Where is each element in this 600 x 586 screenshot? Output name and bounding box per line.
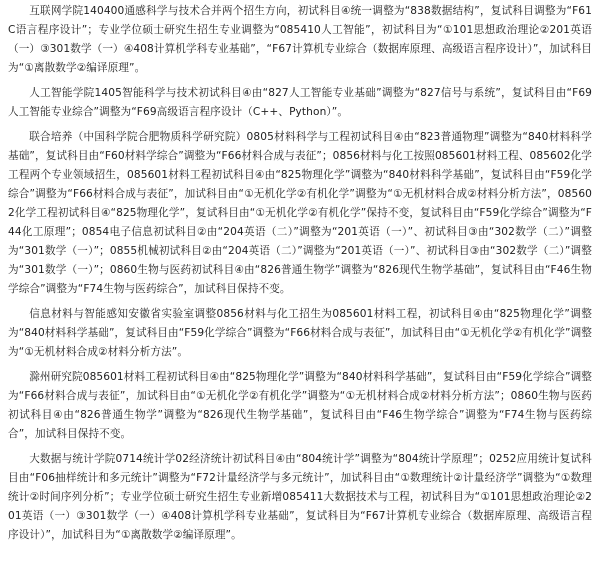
paragraph-joint-training: 联合培养（中国科学院合肥物质科学研究院）0805材料科学与工程初试科目④由“823普通物理”调整为“840材料科学基础”，复试科目由“F60材料学综合”调整为“F66材料合成与表征”；0856材料与化工按照085601材料工程、085602化学工程两个专业领域招生，085601材料工程初试科目④由“825物理化学”调整为“840材料科学基础”，复试科目由“F59化学综合”调整为“F66材料合成与表征”，加试科目由“①无机化学②有机化学”调整为“①无机材料合成②材料分析方法”，085602化学工程初试科目④“825物理化学”，复试科目由“①无机化学②有机化学”保持不变，复试科目由“F59化学综合”调整为“F44化工原理”；0854电子信息初试科目②由“204英语（二）”调整为“201英语（一）”、初试科目③由“302数学（二）”调整为“301数学（一）”；0855机械初试科目②由“204英语（二）”调整为“201英语（一）”、初试科目③由“302数学（二）”调整为“301数学（一）”；0860生物与医药初试科目④由“826普通生物学”调整为“826现代生物学基础”，复试科目由“F46生物学综合”调整为“F74生物与医药综合”，加试科目保持不变。: [8, 131, 592, 295]
paragraph-ai-college: 人工智能学院1405智能科学与技术初试科目④由“827人工智能专业基础”调整为“827信号与系统”，复试科目由“F69人工智能专业综合”调整为“F69高级语言程序设计（C++、Python）”。: [8, 87, 592, 118]
paragraph-internet-college: 互联网学院140400通感科学与技术合并两个招生方向，初试科目④统一调整为“838数据结构”，复试科目调整为“F61 C语言程序设计”；专业学位硕士研究生招生专业调整为“085410人工智能”，初试科目为“①101思想政治理论②201英语（一）③301数学（一）④408计算机学科专业基础”，“F67计算机专业综合（数据库原理、高级语言程序设计）”，加试科目为“①离散数学②编译原理”。: [8, 5, 592, 74]
paragraph-big-data-statistics: 大数据与统计学院0714统计学02经济统计初试科目④由“804统计学”调整为“804统计学原理”；0252应用统计复试科目由“F06抽样统计和多元统计”调整为“F72计量经济学与多元统计”，加试科目由“①数理统计②计量经济学”调整为“①数理统计②时间序列分析”；专业学位硕士研究生招生专业新增085411大数据技术与工程，初试科目为“①101思想政治理论②201英语（一）③301数学（一）④408计算机学科专业基础”，复试科目为“F67计算机专业综合（数据库原理、高级语言程序设计）”，加试科目为“①离散数学②编译原理”。: [8, 453, 592, 541]
paragraph-chuzhou-institute: 滁州研究院085601材料工程初试科目④由“825物理化学”调整为“840材料科学基础”，复试科目由“F59化学综合”调整为“F66材料合成与表征”，加试科目由“①无机化学②有机化学”调整为“①无机材料合成②材料分析方法”；0860生物与医药初试科目④由“826普通生物学”调整为“826现代生物学基础”，复试科目由“F46生物学综合”调整为“F74生物与医药综合”，加试科目保持不变。: [8, 371, 592, 440]
paragraph-info-materials-lab: 信息材料与智能感知安徽省实验室调整0856材料与化工招生为085601材料工程，初试科目④由“825物理化学”调整为“840材料科学基础”，复试科目由“F59化学综合”调整为“F66材料合成与表征”，加试科目由“①无机化学②有机化学”调整为“①无机材料合成②材料分析方法”。: [8, 308, 592, 358]
